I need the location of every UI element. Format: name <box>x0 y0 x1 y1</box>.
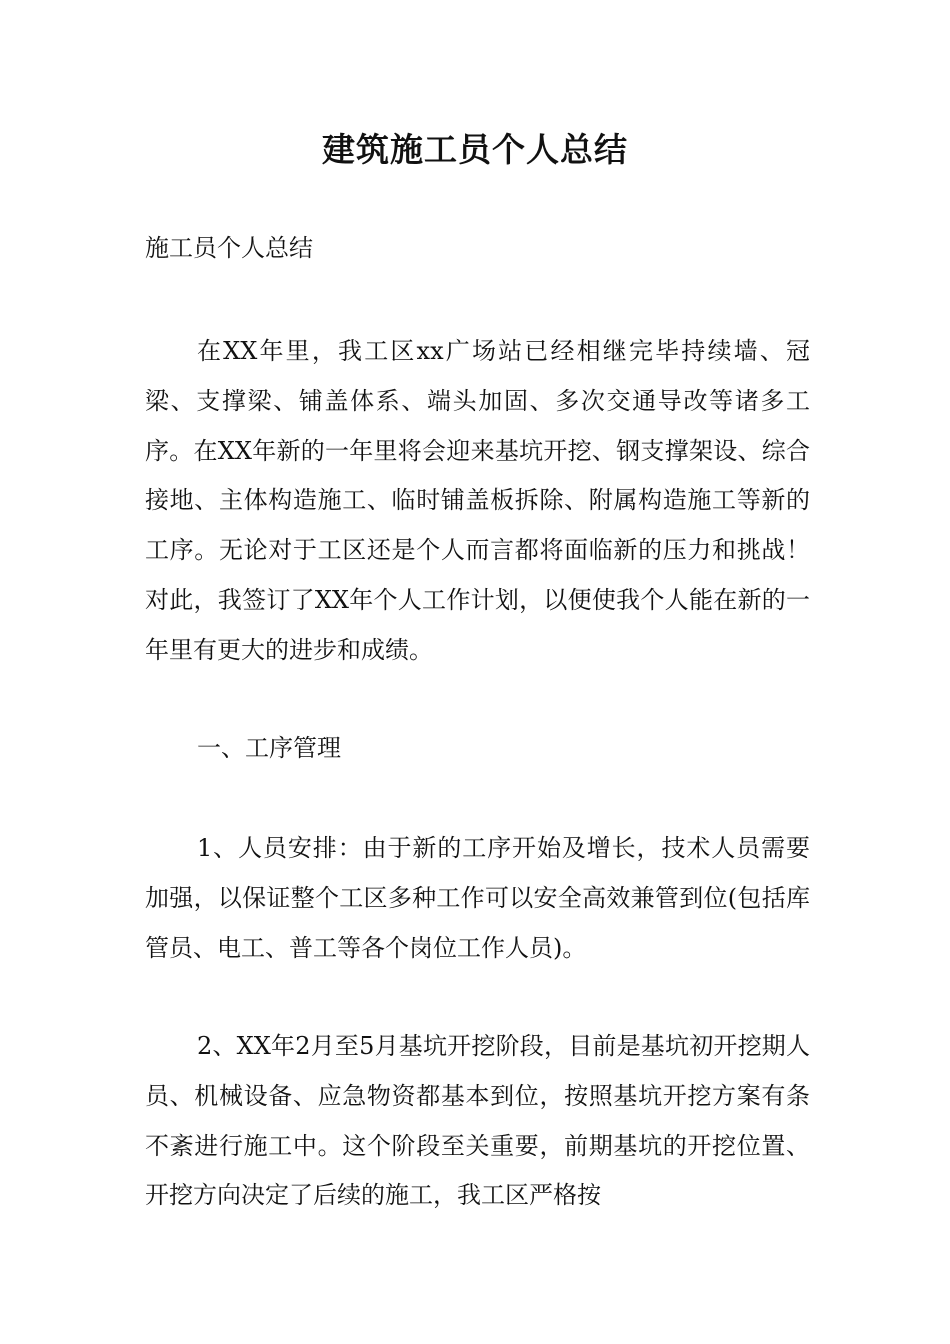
item-2-paragraph: 2、XX年2月至5月基坑开挖阶段，目前是基坑初开挖期人员、机械设备、应急物资都基本到位，按照基坑开挖方案有条不紊进行施工中。这个阶段至关重要，前期基坑的开挖位置、开挖方向决定了后续的施工，我工区严格按 <box>145 1032 810 1210</box>
document-title: 建筑施工员个人总结 <box>322 130 628 169</box>
intro-paragraph: 在XX年里，我工区xx广场站已经相继完毕持续墙、冠梁、支撑梁、铺盖体系、端头加固、多次交通导改等诸多工序。在XX年新的一年里将会迎来基坑开挖、钢支撑架设、综合接地、主体构造施工、临时铺盖板拆除、附属构造施工等新的工序。无论对于工区还是个人而言都将面临新的压力和挑战！对此，我签订了XX年个人工作计划，以便使我个人能在新的一年里有更大的进步和成绩。 <box>145 337 810 664</box>
section-heading: 一、工序管理 <box>197 734 341 762</box>
item-1-paragraph: 1、人员安排：由于新的工序开始及增长，技术人员需要加强，以保证整个工区多种工作可以安全高效兼管到位(包括库管员、电工、普工等各个岗位工作人员)。 <box>145 834 810 962</box>
document-subtitle: 施工员个人总结 <box>145 234 313 262</box>
